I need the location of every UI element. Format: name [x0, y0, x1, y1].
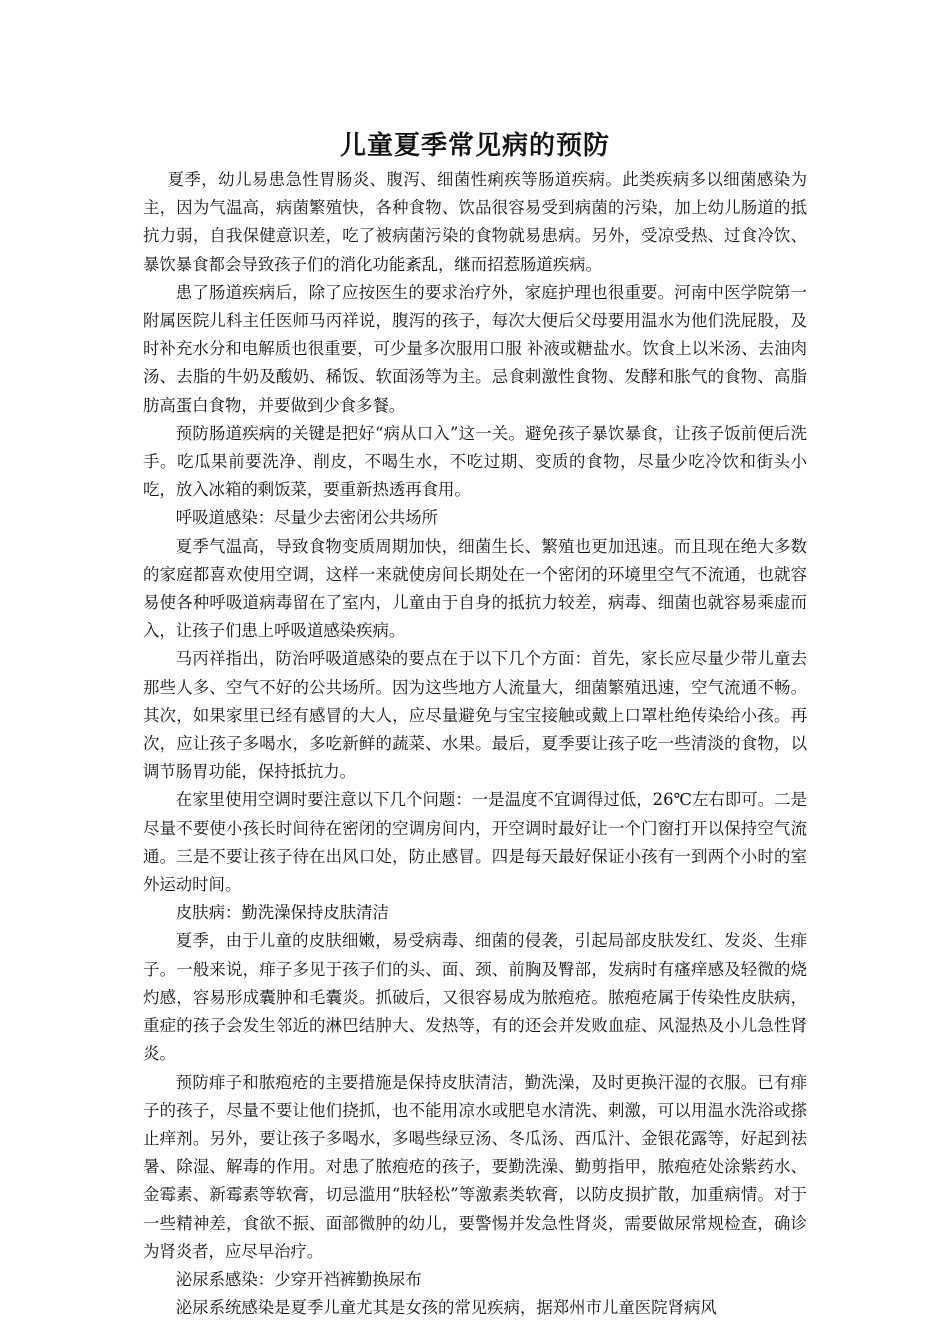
paragraph-intestinal-care: 患了肠道疾病后，除了应按医生的要求治疗外，家庭护理也很重要。河南中医学院第一附属医院儿科主任医师马丙祥说，腹泻的孩子，每次大便后父母要用温水为他们洗屁股，及时补充水分和电解质也很重要，可少量多次服用口服 补液或糖盐水。饮食上以米汤、去油肉汤、去脂的牛奶及酸奶、稀饭、软面汤等为主。忌食刺激性食物、发酵和胀气的食物、高脂肪高蛋白食物，并要做到少食多餐。 — [143, 282, 807, 415]
paragraph-skin-cause: 夏季，由于儿童的皮肤细嫩，易受病毒、细菌的侵袭，引起局部皮肤发红、发炎、生痱子。一般来说，痱子多见于孩子们的头、面、颈、前胸及臀部，发病时有瘙痒感及轻微的烧灼感，容易形成囊肿和毛囊炎。抓破后，又很容易成为脓疱疮。脓疱疮属于传染性皮肤病，重症的孩子会发生邻近的淋巴结肿大、发热等，有的还会并发败血症、风湿热及小儿急性肾炎。 — [143, 931, 807, 1064]
document-page — [143, 128, 807, 1322]
paragraph-skin-prevention: 预防痱子和脓疱疮的主要措施是保持皮肤清洁，勤洗澡，及时更换汗湿的衣服。已有痱子的孩子，尽量不要让他们挠抓，也不能用凉水或肥皂水清洗、刺激，可以用温水洗浴或搽止痒剂。另外，要让孩子多喝水，多喝些绿豆汤、冬瓜汤、西瓜汁、金银花露等，好起到祛暑、除湿、解毒的作用。对患了脓疱疮的孩子，要勤洗澡、勤剪指甲，脓疱疮处涂紫药水、金霉素、新霉素等软膏，切忌滥用“肤轻松”等激素类软膏，以防皮损扩散，加重病情。对于一些精神差，食欲不振、面部微肿的幼儿，要警惕并发急性肾炎，需要做尿常规检查，确诊为肾炎者，应尽早治疗。 — [143, 1072, 807, 1261]
section-heading-urinary: 泌尿系感染：少穿开裆裤勤换尿布 — [175, 1269, 422, 1289]
paragraph-urinary-intro: 泌尿系统感染是夏季儿童尤其是女孩的常见疾病，据郑州市儿童医院肾病风 — [175, 1298, 717, 1318]
paragraph-intestinal-intro: 夏季，幼儿易患急性胃肠炎、腹泻、细菌性痢疾等肠道疾病。此类疾病多以细菌感染为主，因为气温高，病菌繁殖快，各种食物、饮品很容易受到病菌的污染，加上幼儿肠道的抵抗力弱，自我保健意识差，吃了被病菌污染的食物就易患病。另外，受凉受热、过食冷饮、暴饮暴食都会导致孩子们的消化功能紊乱，继而招惹肠道疾病。 — [143, 170, 807, 274]
paragraph-air-conditioning: 在家里使用空调时要注意以下几个问题：一是温度不宜调得过低，26℃左右即可。二是尽量不要使小孩长时间待在密闭的空调房间内，开空调时最好让一个门窗打开以保持空气流通。三是不要让孩子待在出风口处，防止感冒。四是每天最好保证小孩有一到两个小时的室外运动时间。 — [143, 790, 807, 895]
paragraph-respiratory-prevention: 马丙祥指出，防治呼吸道感染的要点在于以下几个方面：首先，家长应尽量少带儿童去那些人多、空气不好的公共场所。因为这些地方人流量大，细菌繁殖迅速，空气流通不畅。其次，如果家里已经有感冒的大人，应尽量避免与宝宝接触或戴上口罩杜绝传染给小孩。再次，应让孩子多喝水，多吃新鲜的蔬菜、水果。最后，夏季要让孩子吃一些清淡的食物，以调节肠胃功能，保持抵抗力。 — [143, 649, 807, 782]
document-title: 儿童夏季常见病的预防 — [339, 131, 610, 161]
section-heading-respiratory: 呼吸道感染：尽量少去密闭公共场所 — [175, 508, 439, 528]
section-heading-skin: 皮肤病：勤洗澡保持皮肤清洁 — [175, 903, 389, 923]
paragraph-respiratory-cause: 夏季气温高，导致食物变质周期加快，细菌生长、繁殖也更加迅速。而且现在绝大多数的家庭都喜欢使用空调，这样一来就使房间长期处在一个密闭的环境里空气不流通，也就容易使各种呼吸道病毒留在了室内，儿童由于自身的抵抗力较差，病毒、细菌也就容易乘虚而入，让孩子们患上呼吸道感染疾病。 — [143, 536, 807, 641]
paragraph-intestinal-prevention: 预防肠道疾病的关键是把好“病从口入”这一关。避免孩子暴饮暴食，让孩子饭前便后洗手。吃瓜果前要洗净、削皮，不喝生水，不吃过期、变质的食物，尽量少吃冷饮和街头小吃，放入冰箱的剩饭菜，要重新热透再食用。 — [143, 423, 807, 500]
